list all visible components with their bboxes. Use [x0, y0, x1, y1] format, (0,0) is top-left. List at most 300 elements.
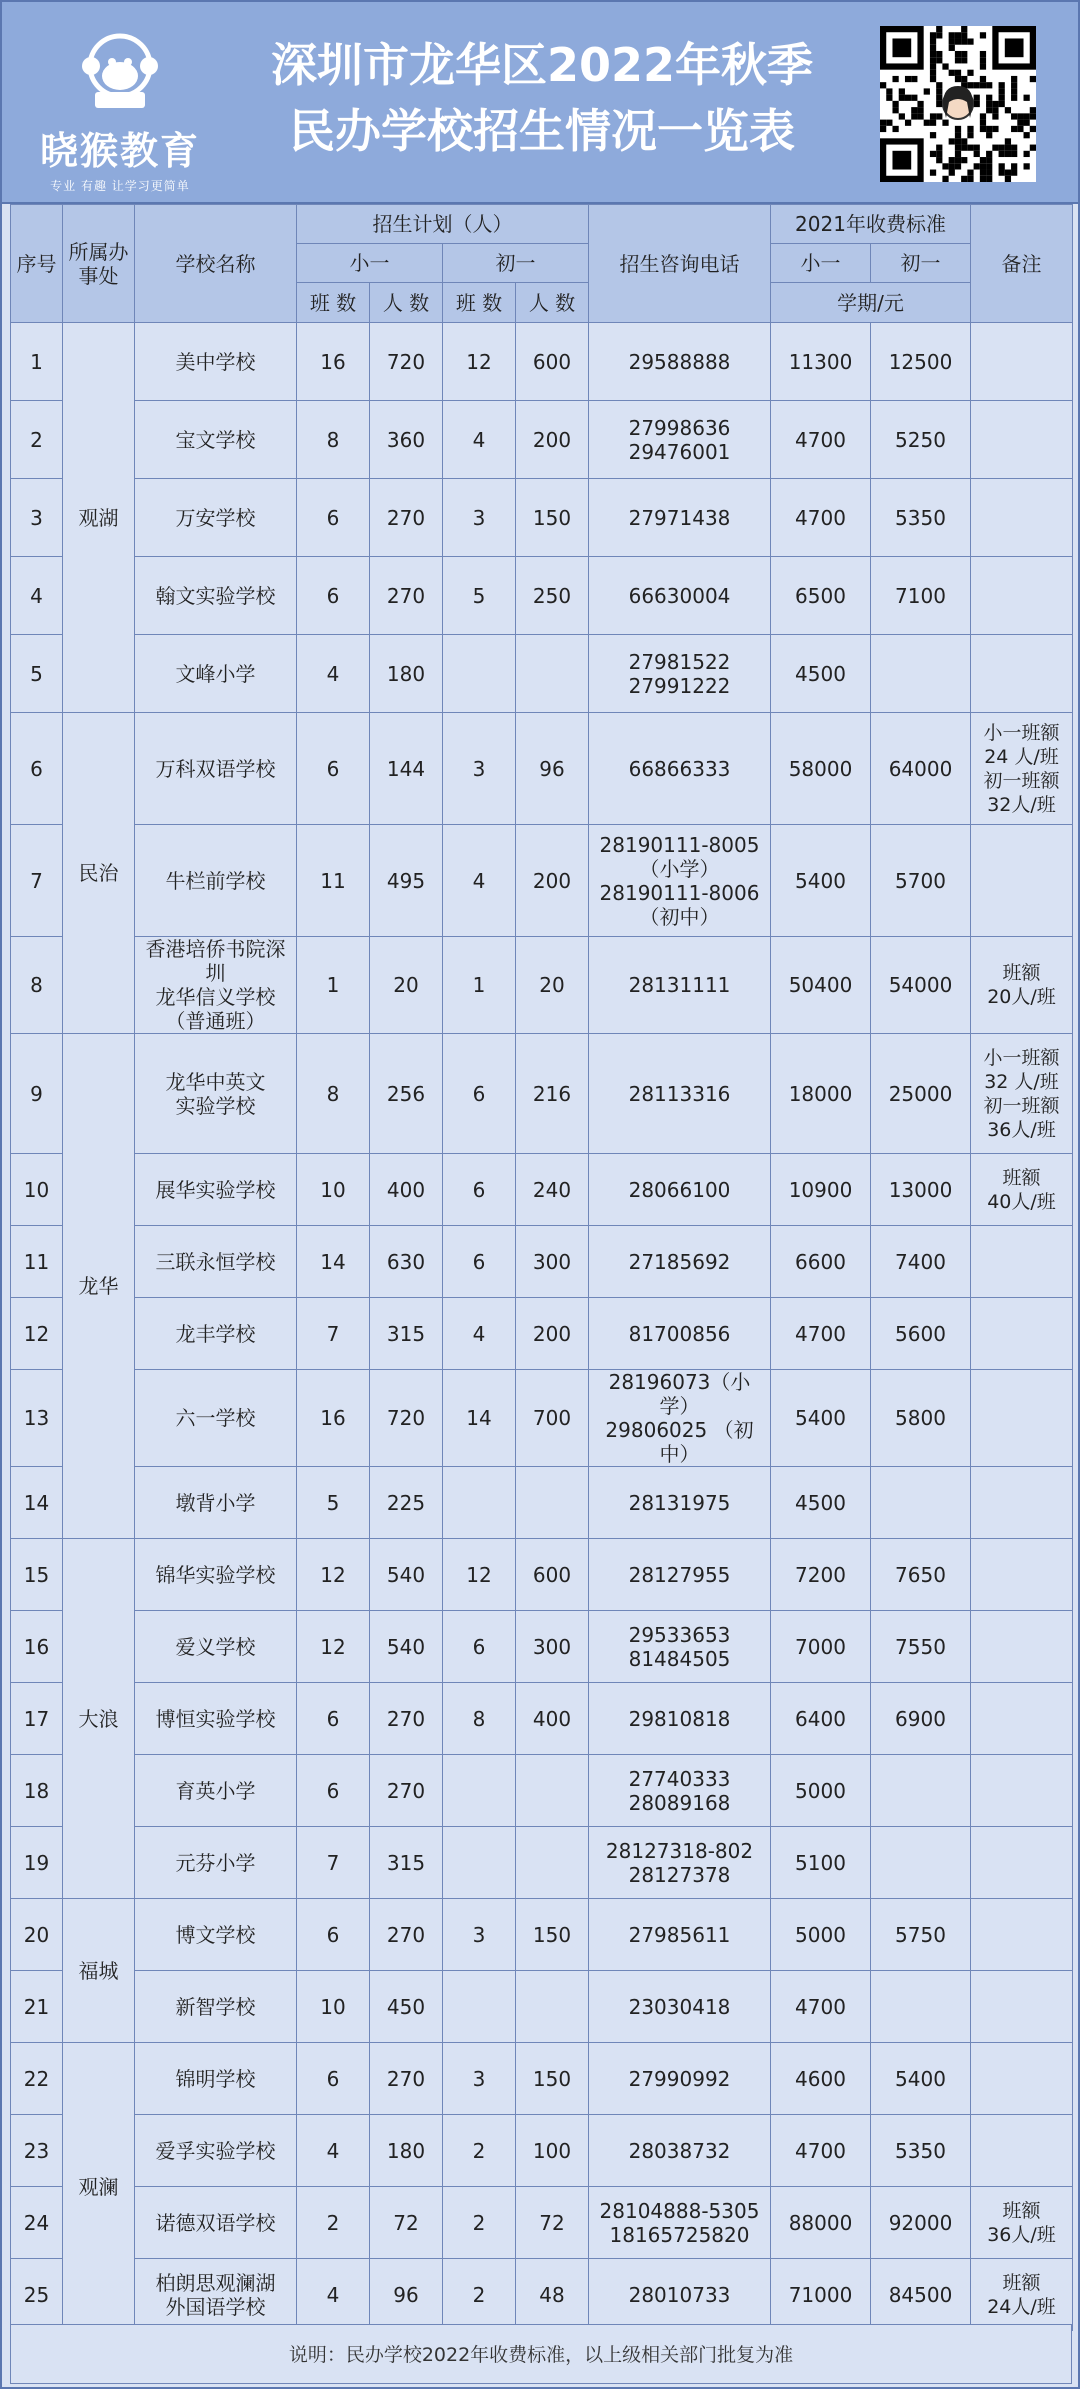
- header-phone: 招生咨询电话: [589, 205, 771, 323]
- row-number: 12: [11, 1298, 63, 1370]
- table-row: [11, 713, 1073, 825]
- junior1-classes: [443, 1827, 516, 1899]
- fee-junior1: 5350: [871, 2115, 971, 2187]
- row-note: [971, 825, 1073, 937]
- junior1-classes: [443, 1467, 516, 1539]
- fee-grade1: 11300: [771, 323, 871, 401]
- fee-junior1: [871, 635, 971, 713]
- header-fee-junior1: 初一: [871, 244, 971, 283]
- school-name: 诺德双语学校: [135, 2187, 297, 2259]
- fee-junior1: 5250: [871, 401, 971, 479]
- junior1-people: 700: [516, 1370, 589, 1467]
- junior1-people: 200: [516, 1298, 589, 1370]
- fee-grade1: 4700: [771, 1298, 871, 1370]
- header-note: 备注: [971, 205, 1073, 323]
- table-row: [11, 2187, 1073, 2259]
- grade1-people: 72: [370, 2187, 443, 2259]
- row-note: 小一班额 32 人/班 初一班额 36人/班: [971, 1034, 1073, 1154]
- junior1-classes: 6: [443, 1226, 516, 1298]
- phone-number: 81700856: [589, 1298, 771, 1370]
- fee-junior1: 5400: [871, 2043, 971, 2115]
- row-note: [971, 2115, 1073, 2187]
- grade1-classes: 12: [297, 1539, 370, 1611]
- row-number: 5: [11, 635, 63, 713]
- row-note: [971, 1683, 1073, 1755]
- phone-number: 28190111-8005 （小学） 28190111-8006 （初中）: [589, 825, 771, 937]
- junior1-people: 150: [516, 1899, 589, 1971]
- fee-grade1: 50400: [771, 937, 871, 1034]
- fee-grade1: 6600: [771, 1226, 871, 1298]
- fee-junior1: [871, 1467, 971, 1539]
- row-number: 8: [11, 937, 63, 1034]
- school-name: 新智学校: [135, 1971, 297, 2043]
- school-name: 美中学校: [135, 323, 297, 401]
- table-row: [11, 1827, 1073, 1899]
- fee-grade1: 4500: [771, 1467, 871, 1539]
- grade1-classes: 6: [297, 1755, 370, 1827]
- school-name: 文峰小学: [135, 635, 297, 713]
- phone-number: 27981522 27991222: [589, 635, 771, 713]
- grade1-classes: 11: [297, 825, 370, 937]
- junior1-people: [516, 1971, 589, 2043]
- row-note: [971, 1899, 1073, 1971]
- grade1-classes: 6: [297, 479, 370, 557]
- fee-grade1: 5000: [771, 1755, 871, 1827]
- row-note: [971, 479, 1073, 557]
- grade1-people: 270: [370, 1755, 443, 1827]
- phone-number: 28196073（小学） 29806025 （初中）: [589, 1370, 771, 1467]
- school-name: 龙华中英文 实验学校: [135, 1034, 297, 1154]
- table-row: [11, 825, 1073, 937]
- grade1-classes: 7: [297, 1827, 370, 1899]
- grade1-classes: 4: [297, 2259, 370, 2331]
- fee-grade1: 4700: [771, 1971, 871, 2043]
- grade1-people: 96: [370, 2259, 443, 2331]
- fee-grade1: 4700: [771, 479, 871, 557]
- grade1-classes: 2: [297, 2187, 370, 2259]
- junior1-people: 150: [516, 2043, 589, 2115]
- fee-grade1: 10900: [771, 1154, 871, 1226]
- school-name: 牛栏前学校: [135, 825, 297, 937]
- enrollment-table: [10, 204, 1073, 2331]
- district-cell: 福城: [63, 1899, 135, 2043]
- junior1-people: [516, 1827, 589, 1899]
- junior1-classes: 2: [443, 2115, 516, 2187]
- junior1-classes: 4: [443, 825, 516, 937]
- junior1-people: 48: [516, 2259, 589, 2331]
- fee-grade1: 18000: [771, 1034, 871, 1154]
- header-grade1: 小一: [297, 244, 443, 283]
- phone-number: 27985611: [589, 1899, 771, 1971]
- fee-grade1: 6500: [771, 557, 871, 635]
- row-note: [971, 1226, 1073, 1298]
- junior1-classes: 3: [443, 2043, 516, 2115]
- row-number: 19: [11, 1827, 63, 1899]
- phone-number: 29588888: [589, 323, 771, 401]
- junior1-people: 200: [516, 825, 589, 937]
- junior1-people: 300: [516, 1226, 589, 1298]
- phone-number: 66630004: [589, 557, 771, 635]
- table-row: [11, 1755, 1073, 1827]
- junior1-classes: 5: [443, 557, 516, 635]
- fee-grade1: 4500: [771, 635, 871, 713]
- school-name: 元芬小学: [135, 1827, 297, 1899]
- grade1-classes: 10: [297, 1971, 370, 2043]
- row-number: 20: [11, 1899, 63, 1971]
- junior1-people: 300: [516, 1611, 589, 1683]
- fee-grade1: 5400: [771, 825, 871, 937]
- title-line-1: 深圳市龙华区2022年秋季: [270, 38, 814, 92]
- header-school: 学校名称: [135, 205, 297, 323]
- table-row: [11, 479, 1073, 557]
- title-line-2: 民办学校招生情况一览表: [289, 104, 795, 158]
- table-row: [11, 1034, 1073, 1154]
- school-name: 龙丰学校: [135, 1298, 297, 1370]
- table-row: [11, 937, 1073, 1034]
- table-row: [11, 1611, 1073, 1683]
- school-name: 万安学校: [135, 479, 297, 557]
- qr-code-icon[interactable]: [880, 26, 1036, 182]
- fee-grade1: 5100: [771, 1827, 871, 1899]
- grade1-classes: 12: [297, 1611, 370, 1683]
- row-number: 15: [11, 1539, 63, 1611]
- row-number: 13: [11, 1370, 63, 1467]
- header-people: 人 数: [516, 283, 589, 323]
- row-number: 23: [11, 2115, 63, 2187]
- fee-junior1: 13000: [871, 1154, 971, 1226]
- grade1-people: 720: [370, 1370, 443, 1467]
- fee-junior1: 7400: [871, 1226, 971, 1298]
- table-row: [11, 557, 1073, 635]
- table-row: [11, 2115, 1073, 2187]
- school-name: 六一学校: [135, 1370, 297, 1467]
- header-seq: 序号: [11, 205, 63, 323]
- grade1-people: 256: [370, 1034, 443, 1154]
- phone-number: 29810818: [589, 1683, 771, 1755]
- fee-junior1: [871, 1827, 971, 1899]
- junior1-classes: 12: [443, 323, 516, 401]
- brand-logo: [30, 26, 210, 193]
- header-classes: 班 数: [297, 283, 370, 323]
- school-name: 展华实验学校: [135, 1154, 297, 1226]
- fee-junior1: 7550: [871, 1611, 971, 1683]
- junior1-classes: 6: [443, 1034, 516, 1154]
- row-note: [971, 401, 1073, 479]
- grade1-classes: 6: [297, 1683, 370, 1755]
- junior1-classes: 4: [443, 1298, 516, 1370]
- school-name: 锦明学校: [135, 2043, 297, 2115]
- junior1-classes: 1: [443, 937, 516, 1034]
- junior1-classes: 14: [443, 1370, 516, 1467]
- row-number: 22: [11, 2043, 63, 2115]
- grade1-people: 540: [370, 1611, 443, 1683]
- grade1-classes: 6: [297, 557, 370, 635]
- grade1-classes: 5: [297, 1467, 370, 1539]
- table-row: [11, 1154, 1073, 1226]
- row-number: 3: [11, 479, 63, 557]
- row-number: 17: [11, 1683, 63, 1755]
- table-row: [11, 1683, 1073, 1755]
- junior1-people: 100: [516, 2115, 589, 2187]
- district-cell: 观澜: [63, 2043, 135, 2331]
- table-row: [11, 1298, 1073, 1370]
- junior1-classes: [443, 1755, 516, 1827]
- fee-junior1: 5750: [871, 1899, 971, 1971]
- phone-number: 27971438: [589, 479, 771, 557]
- row-note: 小一班额 24 人/班 初一班额 32人/班: [971, 713, 1073, 825]
- grade1-classes: 6: [297, 713, 370, 825]
- table-row: [11, 323, 1073, 401]
- header-fee-unit: 学期/元: [771, 283, 971, 323]
- junior1-classes: 4: [443, 401, 516, 479]
- junior1-people: [516, 1755, 589, 1827]
- junior1-classes: 2: [443, 2259, 516, 2331]
- grade1-people: 225: [370, 1467, 443, 1539]
- table-row: [11, 401, 1073, 479]
- grade1-people: 270: [370, 2043, 443, 2115]
- junior1-classes: 3: [443, 479, 516, 557]
- district-cell: 大浪: [63, 1539, 135, 1899]
- grade1-classes: 10: [297, 1154, 370, 1226]
- fee-junior1: 7650: [871, 1539, 971, 1611]
- monkey-mascot-icon: [75, 26, 165, 116]
- grade1-people: 540: [370, 1539, 443, 1611]
- grade1-people: 270: [370, 1899, 443, 1971]
- fee-grade1: 4600: [771, 2043, 871, 2115]
- table-row: [11, 1467, 1073, 1539]
- row-note: 班额 36人/班: [971, 2187, 1073, 2259]
- row-note: 班额 40人/班: [971, 1154, 1073, 1226]
- header-district: 所属办事处: [63, 205, 135, 323]
- row-note: 班额 20人/班: [971, 937, 1073, 1034]
- grade1-classes: 16: [297, 1370, 370, 1467]
- fee-grade1: 5400: [771, 1370, 871, 1467]
- fee-junior1: 7100: [871, 557, 971, 635]
- row-note: 班额 24人/班: [971, 2259, 1073, 2331]
- phone-number: 66866333: [589, 713, 771, 825]
- junior1-classes: 3: [443, 713, 516, 825]
- grade1-classes: 1: [297, 937, 370, 1034]
- grade1-people: 180: [370, 635, 443, 713]
- fee-junior1: 12500: [871, 323, 971, 401]
- junior1-classes: [443, 635, 516, 713]
- grade1-people: 315: [370, 1298, 443, 1370]
- fee-junior1: 6900: [871, 1683, 971, 1755]
- phone-number: 28066100: [589, 1154, 771, 1226]
- table-row: [11, 1226, 1073, 1298]
- grade1-classes: 4: [297, 2115, 370, 2187]
- row-number: 9: [11, 1034, 63, 1154]
- junior1-classes: 12: [443, 1539, 516, 1611]
- row-number: 21: [11, 1971, 63, 2043]
- row-note: [971, 323, 1073, 401]
- row-note: [971, 557, 1073, 635]
- school-name: 爱义学校: [135, 1611, 297, 1683]
- phone-number: 28113316: [589, 1034, 771, 1154]
- phone-number: 23030418: [589, 1971, 771, 2043]
- fee-junior1: [871, 1755, 971, 1827]
- grade1-classes: 6: [297, 1899, 370, 1971]
- school-name: 育英小学: [135, 1755, 297, 1827]
- fee-junior1: 54000: [871, 937, 971, 1034]
- junior1-classes: 2: [443, 2187, 516, 2259]
- junior1-people: 200: [516, 401, 589, 479]
- header-plan: 招生计划（人）: [297, 205, 589, 244]
- school-name: 墩背小学: [135, 1467, 297, 1539]
- school-name: 博恒实验学校: [135, 1683, 297, 1755]
- phone-number: 29533653 81484505: [589, 1611, 771, 1683]
- grade1-people: 720: [370, 323, 443, 401]
- fee-grade1: 7000: [771, 1611, 871, 1683]
- row-note: [971, 1467, 1073, 1539]
- row-note: [971, 1370, 1073, 1467]
- grade1-people: 270: [370, 1683, 443, 1755]
- junior1-people: 216: [516, 1034, 589, 1154]
- school-name: 宝文学校: [135, 401, 297, 479]
- row-note: [971, 1539, 1073, 1611]
- phone-number: 27998636 29476001: [589, 401, 771, 479]
- district-cell: 观湖: [63, 323, 135, 713]
- fee-junior1: 5350: [871, 479, 971, 557]
- grade1-people: 270: [370, 557, 443, 635]
- school-name: 翰文实验学校: [135, 557, 297, 635]
- grade1-people: 360: [370, 401, 443, 479]
- row-note: [971, 2043, 1073, 2115]
- school-name: 博文学校: [135, 1899, 297, 1971]
- grade1-people: 270: [370, 479, 443, 557]
- junior1-people: 150: [516, 479, 589, 557]
- phone-number: 28131975: [589, 1467, 771, 1539]
- row-number: 6: [11, 713, 63, 825]
- phone-number: 27740333 28089168: [589, 1755, 771, 1827]
- row-number: 18: [11, 1755, 63, 1827]
- header-classes: 班 数: [443, 283, 516, 323]
- school-name: 万科双语学校: [135, 713, 297, 825]
- fee-grade1: 5000: [771, 1899, 871, 1971]
- fee-grade1: 4700: [771, 401, 871, 479]
- header-fee: 2021年收费标准: [771, 205, 971, 244]
- row-note: [971, 1611, 1073, 1683]
- row-note: [971, 1827, 1073, 1899]
- fee-grade1: 58000: [771, 713, 871, 825]
- district-cell: 龙华: [63, 1034, 135, 1539]
- header: [2, 2, 1078, 204]
- grade1-classes: 8: [297, 401, 370, 479]
- row-number: 10: [11, 1154, 63, 1226]
- row-number: 25: [11, 2259, 63, 2331]
- fee-grade1: 88000: [771, 2187, 871, 2259]
- row-number: 7: [11, 825, 63, 937]
- header-people: 人 数: [370, 283, 443, 323]
- row-number: 11: [11, 1226, 63, 1298]
- fee-junior1: 5700: [871, 825, 971, 937]
- grade1-people: 315: [370, 1827, 443, 1899]
- fee-junior1: 92000: [871, 2187, 971, 2259]
- phone-number: 28127955: [589, 1539, 771, 1611]
- junior1-people: 72: [516, 2187, 589, 2259]
- grade1-classes: 16: [297, 323, 370, 401]
- phone-number: 28127318-802 28127378: [589, 1827, 771, 1899]
- row-number: 14: [11, 1467, 63, 1539]
- phone-number: 27185692: [589, 1226, 771, 1298]
- junior1-classes: [443, 1971, 516, 2043]
- phone-number: 28038732: [589, 2115, 771, 2187]
- row-note: [971, 1755, 1073, 1827]
- school-name: 三联永恒学校: [135, 1226, 297, 1298]
- junior1-people: 600: [516, 1539, 589, 1611]
- grade1-people: 450: [370, 1971, 443, 2043]
- header-fee-grade1: 小一: [771, 244, 871, 283]
- header-junior1: 初一: [443, 244, 589, 283]
- junior1-classes: 8: [443, 1683, 516, 1755]
- row-note: [971, 1971, 1073, 2043]
- school-name: 香港培侨书院深圳 龙华信义学校 （普通班）: [135, 937, 297, 1034]
- fee-junior1: [871, 1971, 971, 2043]
- table-row: [11, 1539, 1073, 1611]
- row-note: [971, 635, 1073, 713]
- district-cell: 民治: [63, 713, 135, 1034]
- fee-grade1: 6400: [771, 1683, 871, 1755]
- junior1-people: 20: [516, 937, 589, 1034]
- fee-junior1: 25000: [871, 1034, 971, 1154]
- brand-name: 晓猴教育: [39, 129, 200, 173]
- brand-slogan: 专业 有趣 让学习更简单: [50, 179, 190, 193]
- fee-junior1: 64000: [871, 713, 971, 825]
- junior1-classes: 3: [443, 1899, 516, 1971]
- junior1-people: 400: [516, 1683, 589, 1755]
- footer-note: 说明：民办学校2022年收费标准，以上级相关部门批复为准: [10, 2324, 1072, 2384]
- junior1-people: 250: [516, 557, 589, 635]
- fee-junior1: 5800: [871, 1370, 971, 1467]
- junior1-people: 96: [516, 713, 589, 825]
- row-number: 24: [11, 2187, 63, 2259]
- phone-number: 27990992: [589, 2043, 771, 2115]
- fee-grade1: 71000: [771, 2259, 871, 2331]
- table-row: [11, 2259, 1073, 2331]
- junior1-people: [516, 635, 589, 713]
- table-row: [11, 635, 1073, 713]
- school-name: 柏朗思观澜湖 外国语学校: [135, 2259, 297, 2331]
- grade1-people: 630: [370, 1226, 443, 1298]
- row-note: [971, 1298, 1073, 1370]
- table-row: [11, 1370, 1073, 1467]
- row-number: 16: [11, 1611, 63, 1683]
- grade1-classes: 8: [297, 1034, 370, 1154]
- row-number: 4: [11, 557, 63, 635]
- table-row: [11, 1899, 1073, 1971]
- grade1-people: 144: [370, 713, 443, 825]
- school-name: 爱孚实验学校: [135, 2115, 297, 2187]
- phone-number: 28104888-5305 18165725820: [589, 2187, 771, 2259]
- junior1-people: [516, 1467, 589, 1539]
- row-number: 2: [11, 401, 63, 479]
- fee-grade1: 4700: [771, 2115, 871, 2187]
- junior1-people: 240: [516, 1154, 589, 1226]
- grade1-people: 180: [370, 2115, 443, 2187]
- row-number: 1: [11, 323, 63, 401]
- table-row: [11, 1971, 1073, 2043]
- grade1-people: 20: [370, 937, 443, 1034]
- grade1-classes: 4: [297, 635, 370, 713]
- school-name: 锦华实验学校: [135, 1539, 297, 1611]
- phone-number: 28131111: [589, 937, 771, 1034]
- grade1-classes: 7: [297, 1298, 370, 1370]
- grade1-people: 400: [370, 1154, 443, 1226]
- fee-junior1: 5600: [871, 1298, 971, 1370]
- fee-junior1: 84500: [871, 2259, 971, 2331]
- grade1-people: 495: [370, 825, 443, 937]
- grade1-classes: 6: [297, 2043, 370, 2115]
